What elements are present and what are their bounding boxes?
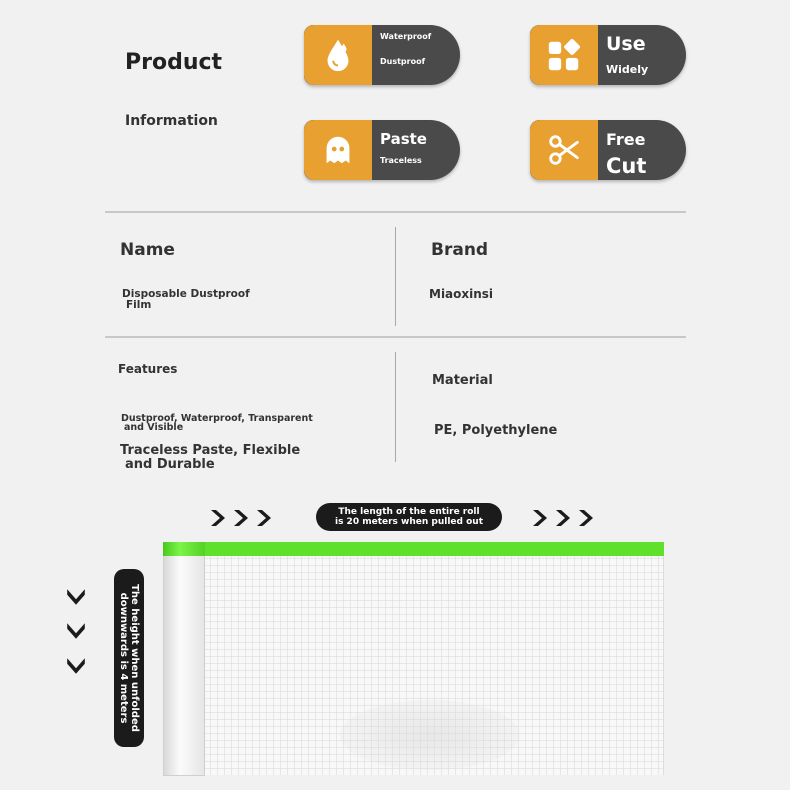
film-roll (163, 542, 205, 776)
badge-paste-traceless (304, 120, 460, 180)
name-label: Name (120, 240, 175, 260)
divider (395, 352, 396, 462)
length-note-line2: is 20 meters when pulled out (334, 517, 483, 527)
features-label: Features (118, 362, 178, 376)
badge-free-cut (530, 120, 686, 180)
scissors-icon (530, 120, 598, 180)
badge-line1: Waterproof (380, 32, 432, 41)
name-value (122, 289, 250, 311)
chevron-right-icon (208, 508, 228, 528)
brand-value: Miaoxinsi (429, 287, 494, 301)
name-value-line2: Film (126, 299, 152, 311)
chevron-right-icon (576, 508, 596, 528)
features-line2: and Visible (124, 422, 184, 433)
brand-label: Brand (431, 240, 489, 260)
height-note (114, 569, 144, 747)
water-drop-icon (304, 25, 372, 85)
material-value: PE, Polyethylene (434, 423, 558, 438)
height-note-line1: The height when unfolded (129, 584, 140, 732)
length-note-line1: The length of the entire roll (338, 507, 480, 517)
badge-line1: Use (606, 33, 646, 55)
material-label: Material (432, 373, 493, 388)
badge-line2: Cut (606, 154, 647, 178)
features-value-2 (120, 444, 300, 472)
badge-line1: Paste (380, 130, 427, 148)
features-value (121, 414, 313, 432)
divider (105, 336, 686, 338)
badge-line2: Dustproof (380, 57, 426, 66)
apps-grid-icon (530, 25, 598, 85)
features-line3: Traceless Paste, Flexible (120, 443, 301, 458)
chevron-right-icon (530, 508, 550, 528)
page-title: Product (125, 50, 223, 75)
features-line4: and Durable (125, 457, 215, 472)
film-tape-edge (164, 542, 664, 556)
film-fold (340, 700, 520, 770)
film-roll-tape (163, 542, 205, 556)
chevron-right-icon (231, 508, 251, 528)
badge-line2: Widely (606, 63, 649, 76)
chevron-right-icon (254, 508, 274, 528)
badge-use-widely (530, 25, 686, 85)
ghost-icon (304, 120, 372, 180)
height-note-line2: downwards is 4 meters (118, 592, 129, 724)
badge-line1: Free (606, 130, 646, 149)
chevron-down-icon (64, 655, 88, 677)
badge-line2: Traceless (380, 156, 422, 165)
divider (105, 211, 686, 213)
chevron-down-icon (64, 586, 88, 608)
badge-waterproof (304, 25, 460, 85)
length-note (316, 503, 502, 531)
features-line1: Dustproof, Waterproof, Transparent (121, 413, 313, 424)
divider (395, 227, 396, 326)
page-subtitle: Information (125, 113, 218, 129)
chevron-down-icon (64, 620, 88, 642)
name-value-line1: Disposable Dustproof (122, 288, 250, 300)
chevron-right-icon (553, 508, 573, 528)
